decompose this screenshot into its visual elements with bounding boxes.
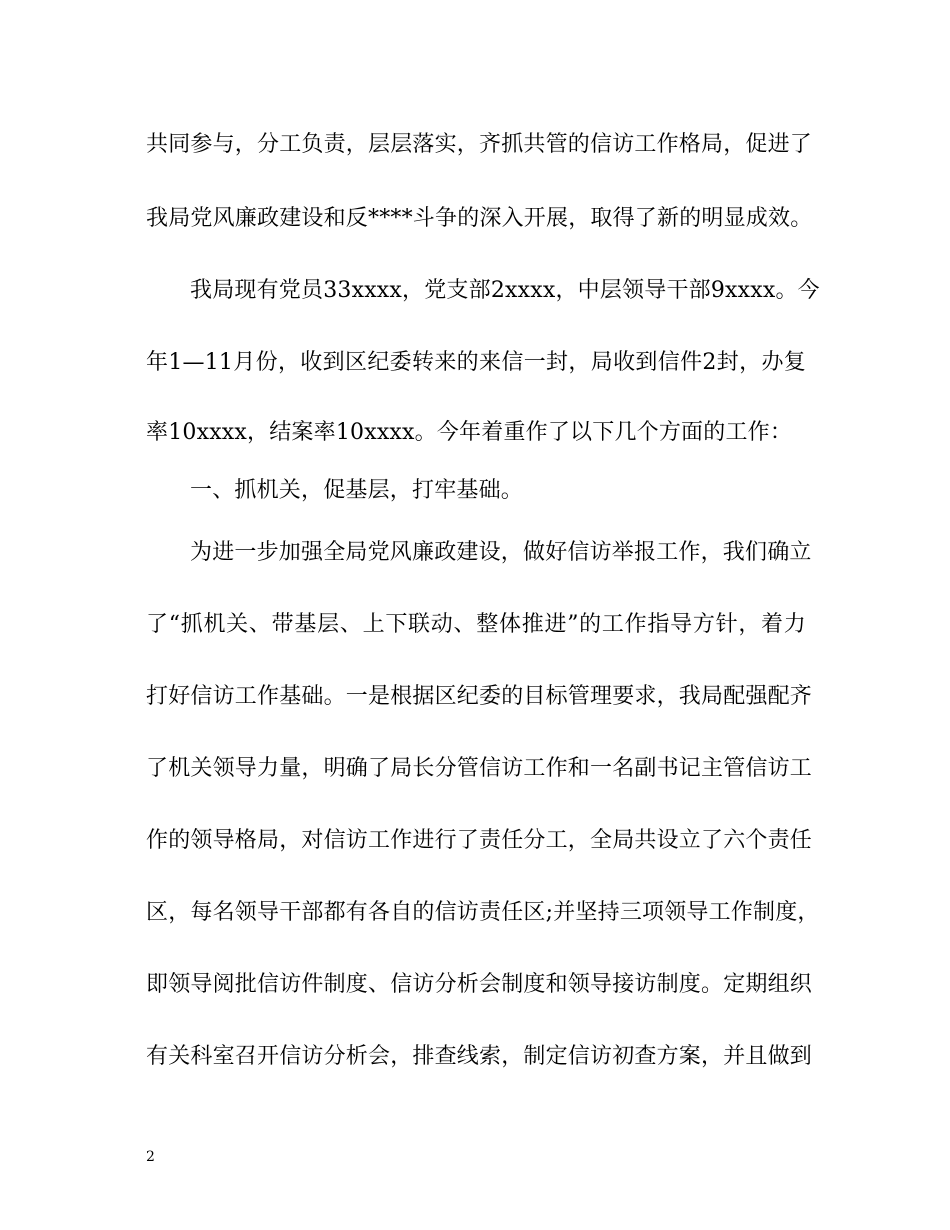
text-line-12: 区，每名领导干部都有各自的信访责任区;并坚持三项领导工作制度， <box>146 900 820 925</box>
text-line-11: 作的领导格局，对信访工作进行了责任分工，全局共设立了六个责任 <box>146 828 813 853</box>
text-line-8: 了“抓机关、带基层、上下联动、整体推进”的工作指导方针，着力 <box>146 612 806 637</box>
text-line-5: 率10xxxx，结案率10xxxx。今年着重作了以下几个方面的工作： <box>146 420 793 445</box>
paragraph-start-line-7: 为进一步加强全局党风廉政建设，做好信访举报工作，我们确立 <box>190 540 812 565</box>
text-line-13: 即领导阅批信访件制度、信访分析会制度和领导接访制度。定期组织 <box>146 972 813 997</box>
page-number: 2 <box>146 1149 155 1165</box>
text-line-10: 了机关领导力量，明确了局长分管信访工作和一名副书记主管信访工 <box>146 756 813 781</box>
text-line-1: 共同参与，分工负责，层层落实，齐抓共管的信访工作格局，促进了 <box>146 132 813 157</box>
section-heading: 一、抓机关，促基层，打牢基础。 <box>190 478 524 503</box>
text-line-2: 我局党风廉政建设和反****斗争的深入开展，取得了新的明显成效。 <box>146 206 813 231</box>
text-line-14: 有关科室召开信访分析会，排查线索，制定信访初查方案，并且做到 <box>146 1044 813 1069</box>
paragraph-start-line-3: 我局现有党员33xxxx，党支部2xxxx，中层领导干部9xxxx。今 <box>190 278 820 303</box>
text-line-9: 打好信访工作基础。一是根据区纪委的目标管理要求，我局配强配齐 <box>146 684 813 709</box>
text-line-4: 年1—11月份，收到区纪委转来的来信一封，局收到信件2封，办复 <box>146 350 806 375</box>
